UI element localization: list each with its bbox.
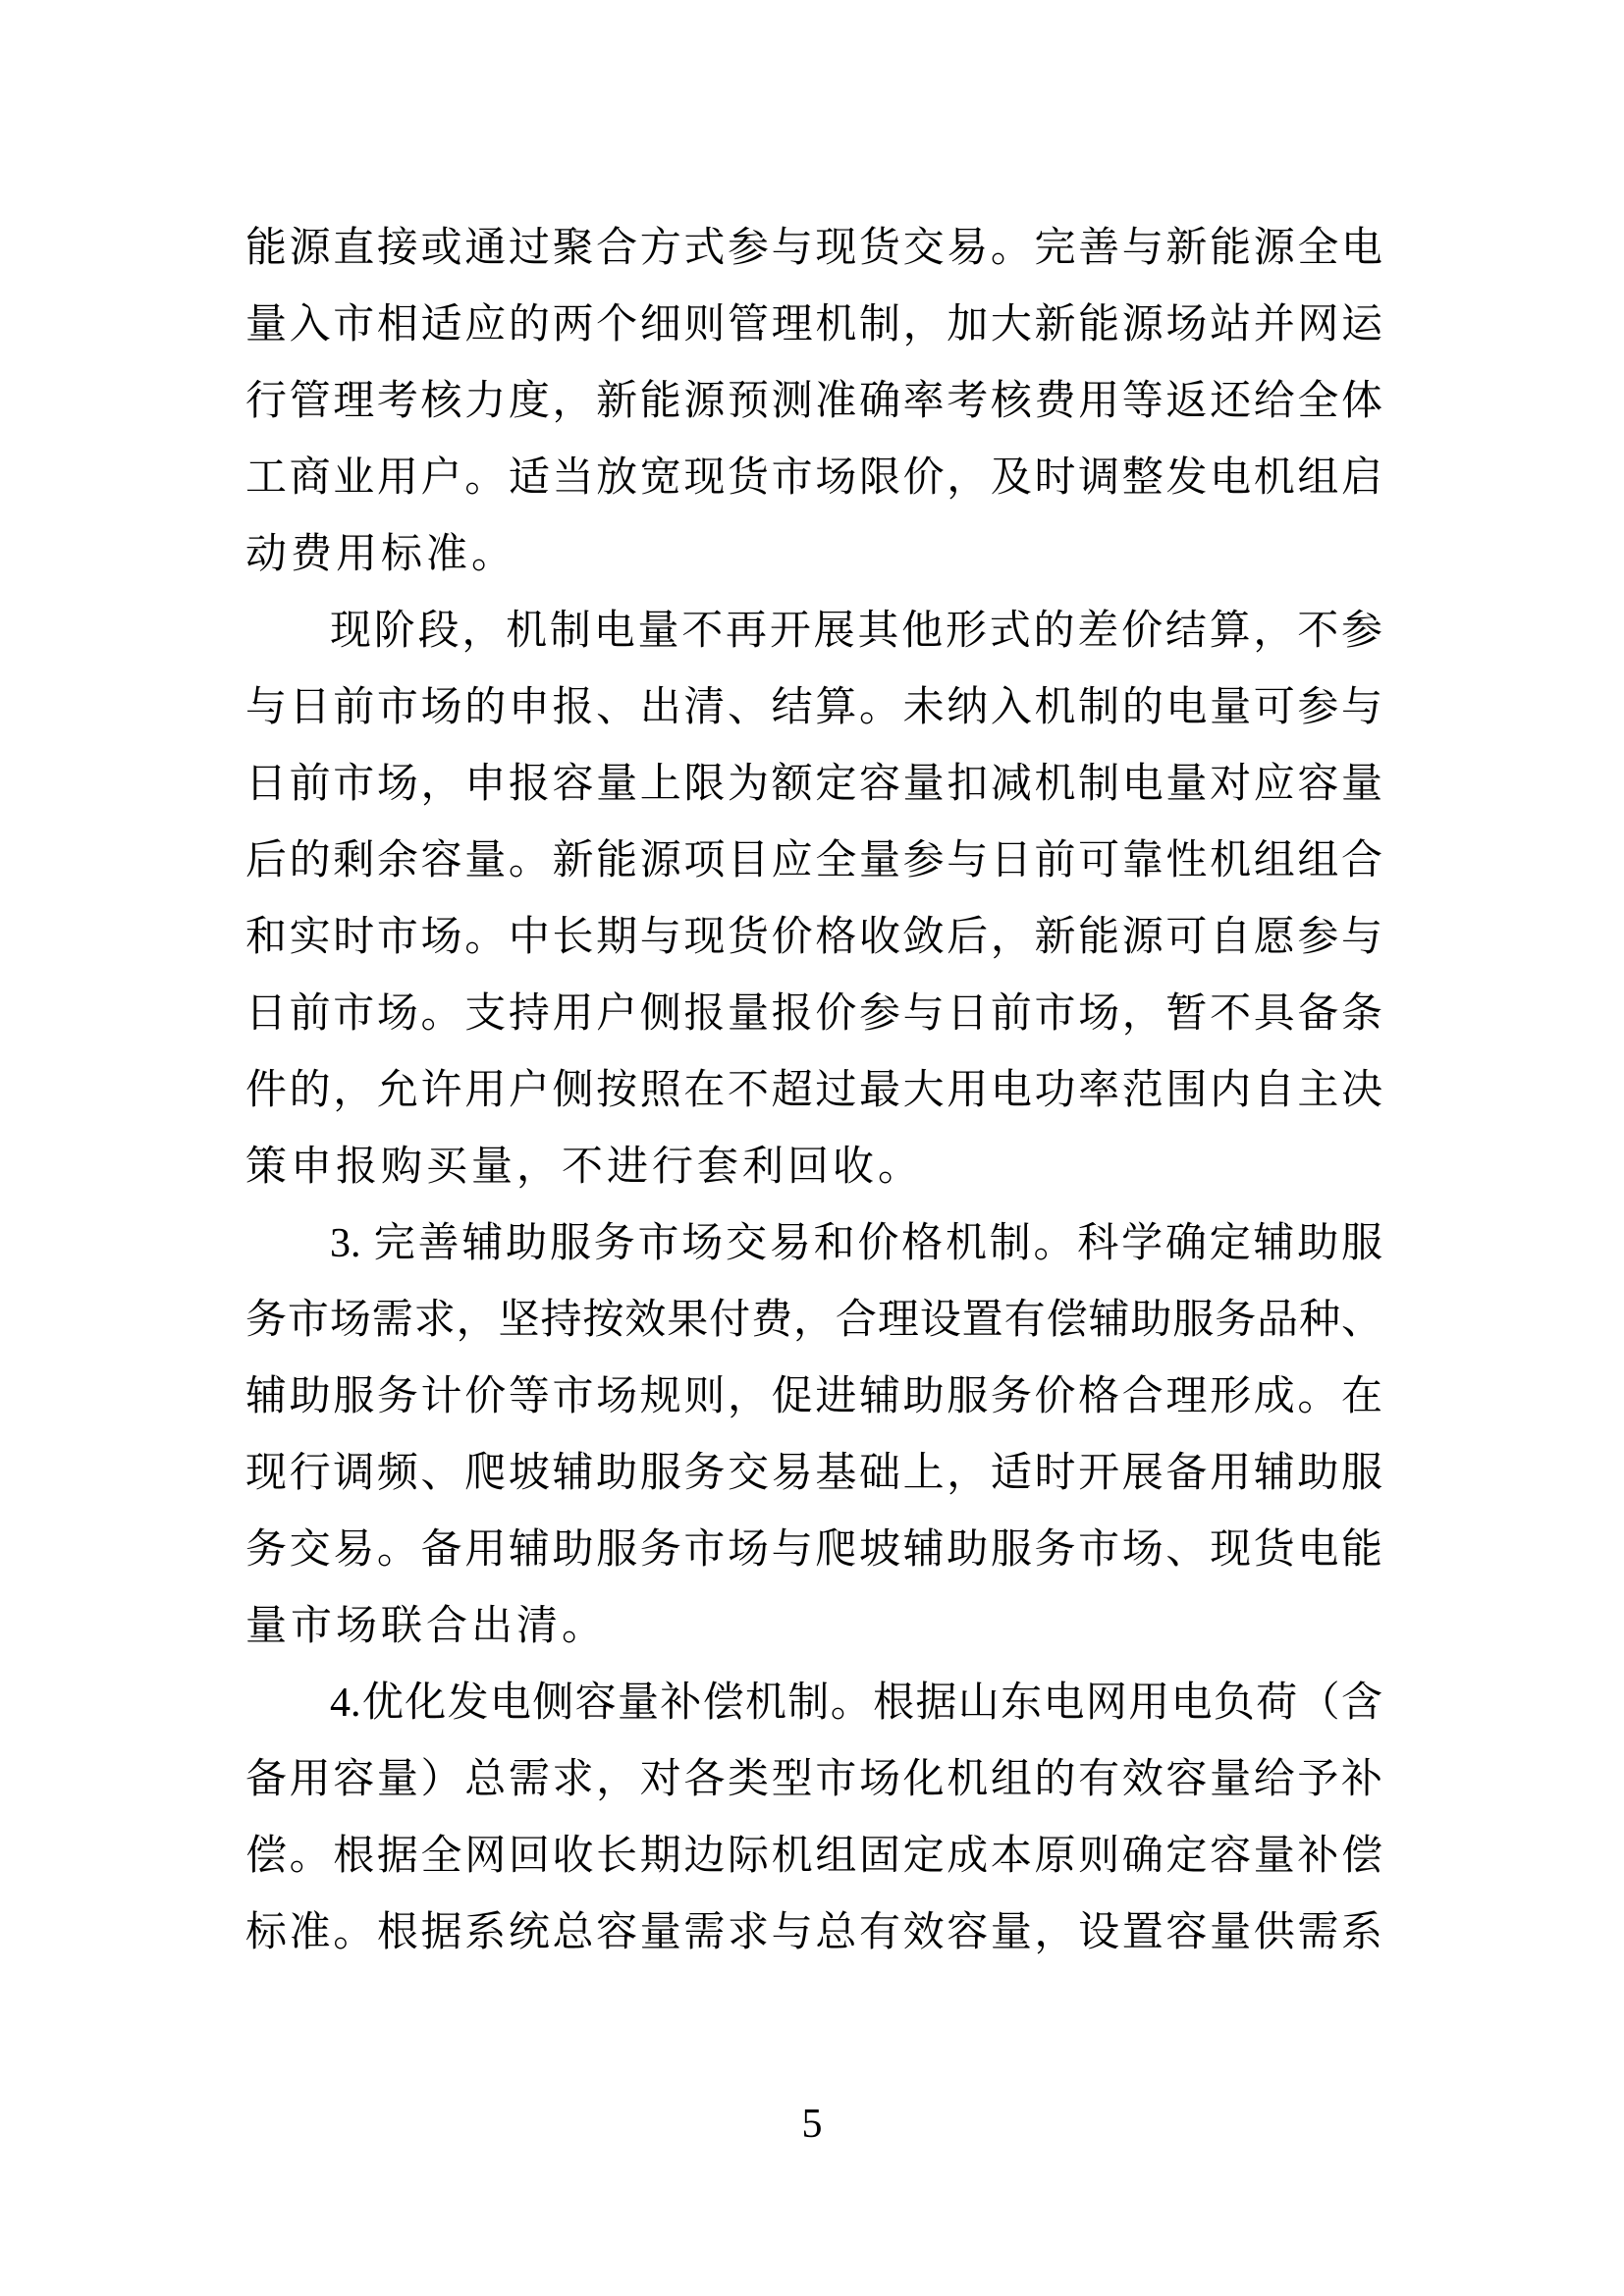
text-line: 4.优化发电侧容量补偿机制。根据山东电网用电负荷（含 bbox=[330, 1681, 1382, 1726]
text-line: 辅助服务计价等市场规则，促进辅助服务价格合理形成。在 bbox=[245, 1374, 1382, 1419]
text-line: 量入市相适应的两个细则管理机制，加大新能源场站并网运 bbox=[245, 302, 1382, 347]
text-line: 标准。根据系统总容量需求与总有效容量，设置容量供需系 bbox=[245, 1910, 1382, 1955]
text-line: 能源直接或通过聚合方式参与现货交易。完善与新能源全电 bbox=[245, 226, 1382, 271]
text-line: 策申报购买量，不进行套利回收。 bbox=[245, 1145, 924, 1190]
text-line: 备用容量）总需求，对各类型市场化机组的有效容量给予补 bbox=[245, 1757, 1382, 1802]
text-line: 日前市场，申报容量上限为额定容量扣减机制电量对应容量 bbox=[245, 762, 1382, 807]
text-line: 动费用标准。 bbox=[245, 532, 517, 577]
text-line: 3. 完善辅助服务市场交易和价格机制。科学确定辅助服 bbox=[330, 1221, 1382, 1266]
text-line: 量市场联合出清。 bbox=[245, 1604, 608, 1649]
text-line: 行管理考核力度，新能源预测准确率考核费用等返还给全体 bbox=[245, 379, 1382, 424]
text-line: 与日前市场的申报、出清、结算。未纳入机制的电量可参与 bbox=[245, 685, 1382, 730]
text-line: 和实时市场。中长期与现货价格收敛后，新能源可自愿参与 bbox=[245, 915, 1382, 960]
text-line: 现阶段，机制电量不再开展其他形式的差价结算，不参 bbox=[330, 609, 1382, 654]
text-line: 务交易。备用辅助服务市场与爬坡辅助服务市场、现货电能 bbox=[245, 1527, 1382, 1573]
text-line: 日前市场。支持用户侧报量报价参与日前市场，暂不具备条 bbox=[245, 991, 1382, 1037]
document-body bbox=[245, 210, 1382, 1971]
text-line: 后的剩余容量。新能源项目应全量参与日前可靠性机组组合 bbox=[245, 838, 1382, 883]
text-line: 偿。根据全网回收长期边际机组固定成本原则确定容量补偿 bbox=[245, 1834, 1382, 1879]
page-number: 5 bbox=[801, 2102, 823, 2147]
text-line: 现行调频、爬坡辅助服务交易基础上，适时开展备用辅助服 bbox=[245, 1451, 1382, 1496]
text-line: 务市场需求，坚持按效果付费，合理设置有偿辅助服务品种、 bbox=[245, 1298, 1382, 1343]
text-line: 件的，允许用户侧按照在不超过最大用电功率范围内自主决 bbox=[245, 1068, 1382, 1113]
text-line: 工商业用户。适当放宽现货市场限价，及时调整发电机组启 bbox=[245, 455, 1382, 501]
